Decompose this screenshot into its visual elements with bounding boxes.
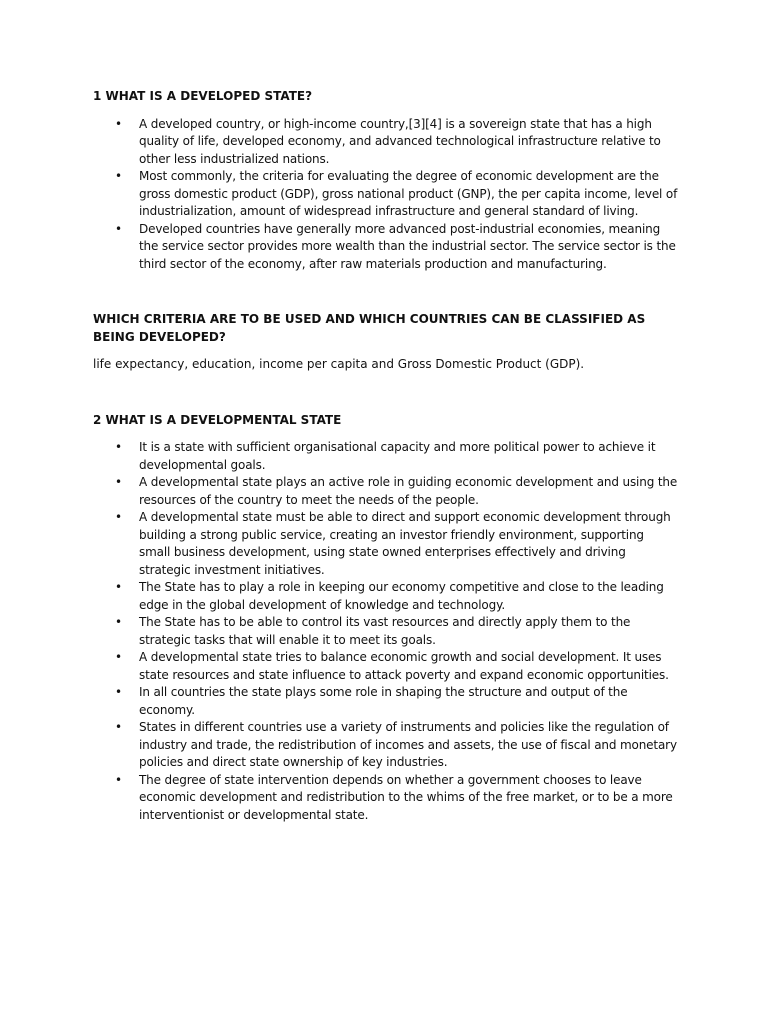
- bullet-icon: •: [115, 650, 122, 664]
- bullet-icon: •: [115, 475, 122, 489]
- criteria-text: life expectancy, education, income per capita and Gross Domestic Product (GDP).: [93, 357, 585, 371]
- list-item-text: A developmental state must be able to direct and support economic development through building a strong public service, creating an investor friendly environment, supporting small business development, using state owned enterprises effectively and driving strategic investment initiatives.: [139, 510, 671, 577]
- bullet-icon: •: [115, 772, 122, 787]
- section-heading-developmental-state: 2 WHAT IS A DEVELOPMENTAL STATE: [93, 412, 342, 427]
- list-item: [93, 649, 678, 684]
- list-item: [93, 509, 678, 579]
- section-heading-developed-state: 1 WHAT IS A DEVELOPED STATE?: [93, 89, 313, 103]
- list-item-text: The State has to play a role in keeping our economy competitive and close to the leading edge in the global development of knowledge and technology.: [139, 580, 664, 612]
- list-item: [93, 579, 678, 614]
- list-item-text: The State has to be able to control its vast resources and directly apply them to the strategic tasks that will enable it to meet its goals.: [139, 615, 631, 647]
- list-item-text: A developmental state tries to balance economic growth and social development. It uses state resources and state influence to attack poverty and expand economic opportunities.: [139, 650, 669, 682]
- list-item-text: States in different countries use a variety of instruments and policies like the regulation of industry and trade, the redistribution of incomes and assets, the use of fiscal and monetary policies and direct state ownership of key industries.: [139, 720, 677, 769]
- bullet-icon: •: [115, 510, 122, 524]
- list-item-text: Most commonly, the criteria for evaluating the degree of economic development are the gross domestic product (GDP), gross national product (GNP), the per capita income, level of industrialization, amount of widespread infrastructure and general standard of living.: [139, 169, 678, 218]
- bullet-icon: •: [115, 720, 122, 734]
- list-item: [93, 221, 678, 274]
- bullet-icon: •: [115, 169, 122, 183]
- bullet-icon: •: [115, 221, 122, 236]
- list-item: [93, 168, 678, 221]
- bullet-icon: •: [115, 685, 122, 699]
- list-item-text: It is a state with sufficient organisational capacity and more political power to achieve it developmental goals.: [139, 440, 656, 472]
- list-item-text: Developed countries have generally more advanced post-industrial economies, meaning the service sector provides more wealth than the industrial sector. The service sector is the third sector of the economy, after raw materials production and manufacturing.: [139, 221, 676, 271]
- list-item: [93, 684, 678, 719]
- list-item-text: A developed country, or high-income country,[3][4] is a sovereign state that has a high quality of life, developed economy, and advanced technological infrastructure relative to other less industrialized nations.: [139, 116, 661, 166]
- list-item-text: In all countries the state plays some role in shaping the structure and output of the economy.: [139, 685, 628, 717]
- bullet-icon: •: [115, 615, 122, 629]
- list-item: [93, 116, 678, 169]
- developed-state-list: [93, 116, 678, 274]
- list-item: [93, 474, 678, 509]
- bullet-icon: •: [115, 580, 122, 594]
- developmental-state-list: [93, 439, 678, 824]
- list-item: [93, 772, 678, 825]
- list-item: [93, 439, 678, 474]
- list-item: [93, 614, 678, 649]
- list-item-text: The degree of state intervention depends on whether a government chooses to leave economic development and redistribution to the whims of the free market, or to be a more interventionist or developmental state.: [139, 772, 673, 822]
- list-item-text: A developmental state plays an active role in guiding economic development and using the resources of the country to meet the needs of the people.: [139, 475, 678, 507]
- bullet-icon: •: [115, 116, 122, 131]
- document-page: [93, 88, 678, 824]
- section-heading-criteria: WHICH CRITERIA ARE TO BE USED AND WHICH COUNTRIES CAN BE CLASSIFIED AS BEING DEVELOPED?: [93, 312, 646, 344]
- bullet-icon: •: [115, 440, 122, 454]
- list-item: [93, 719, 678, 772]
